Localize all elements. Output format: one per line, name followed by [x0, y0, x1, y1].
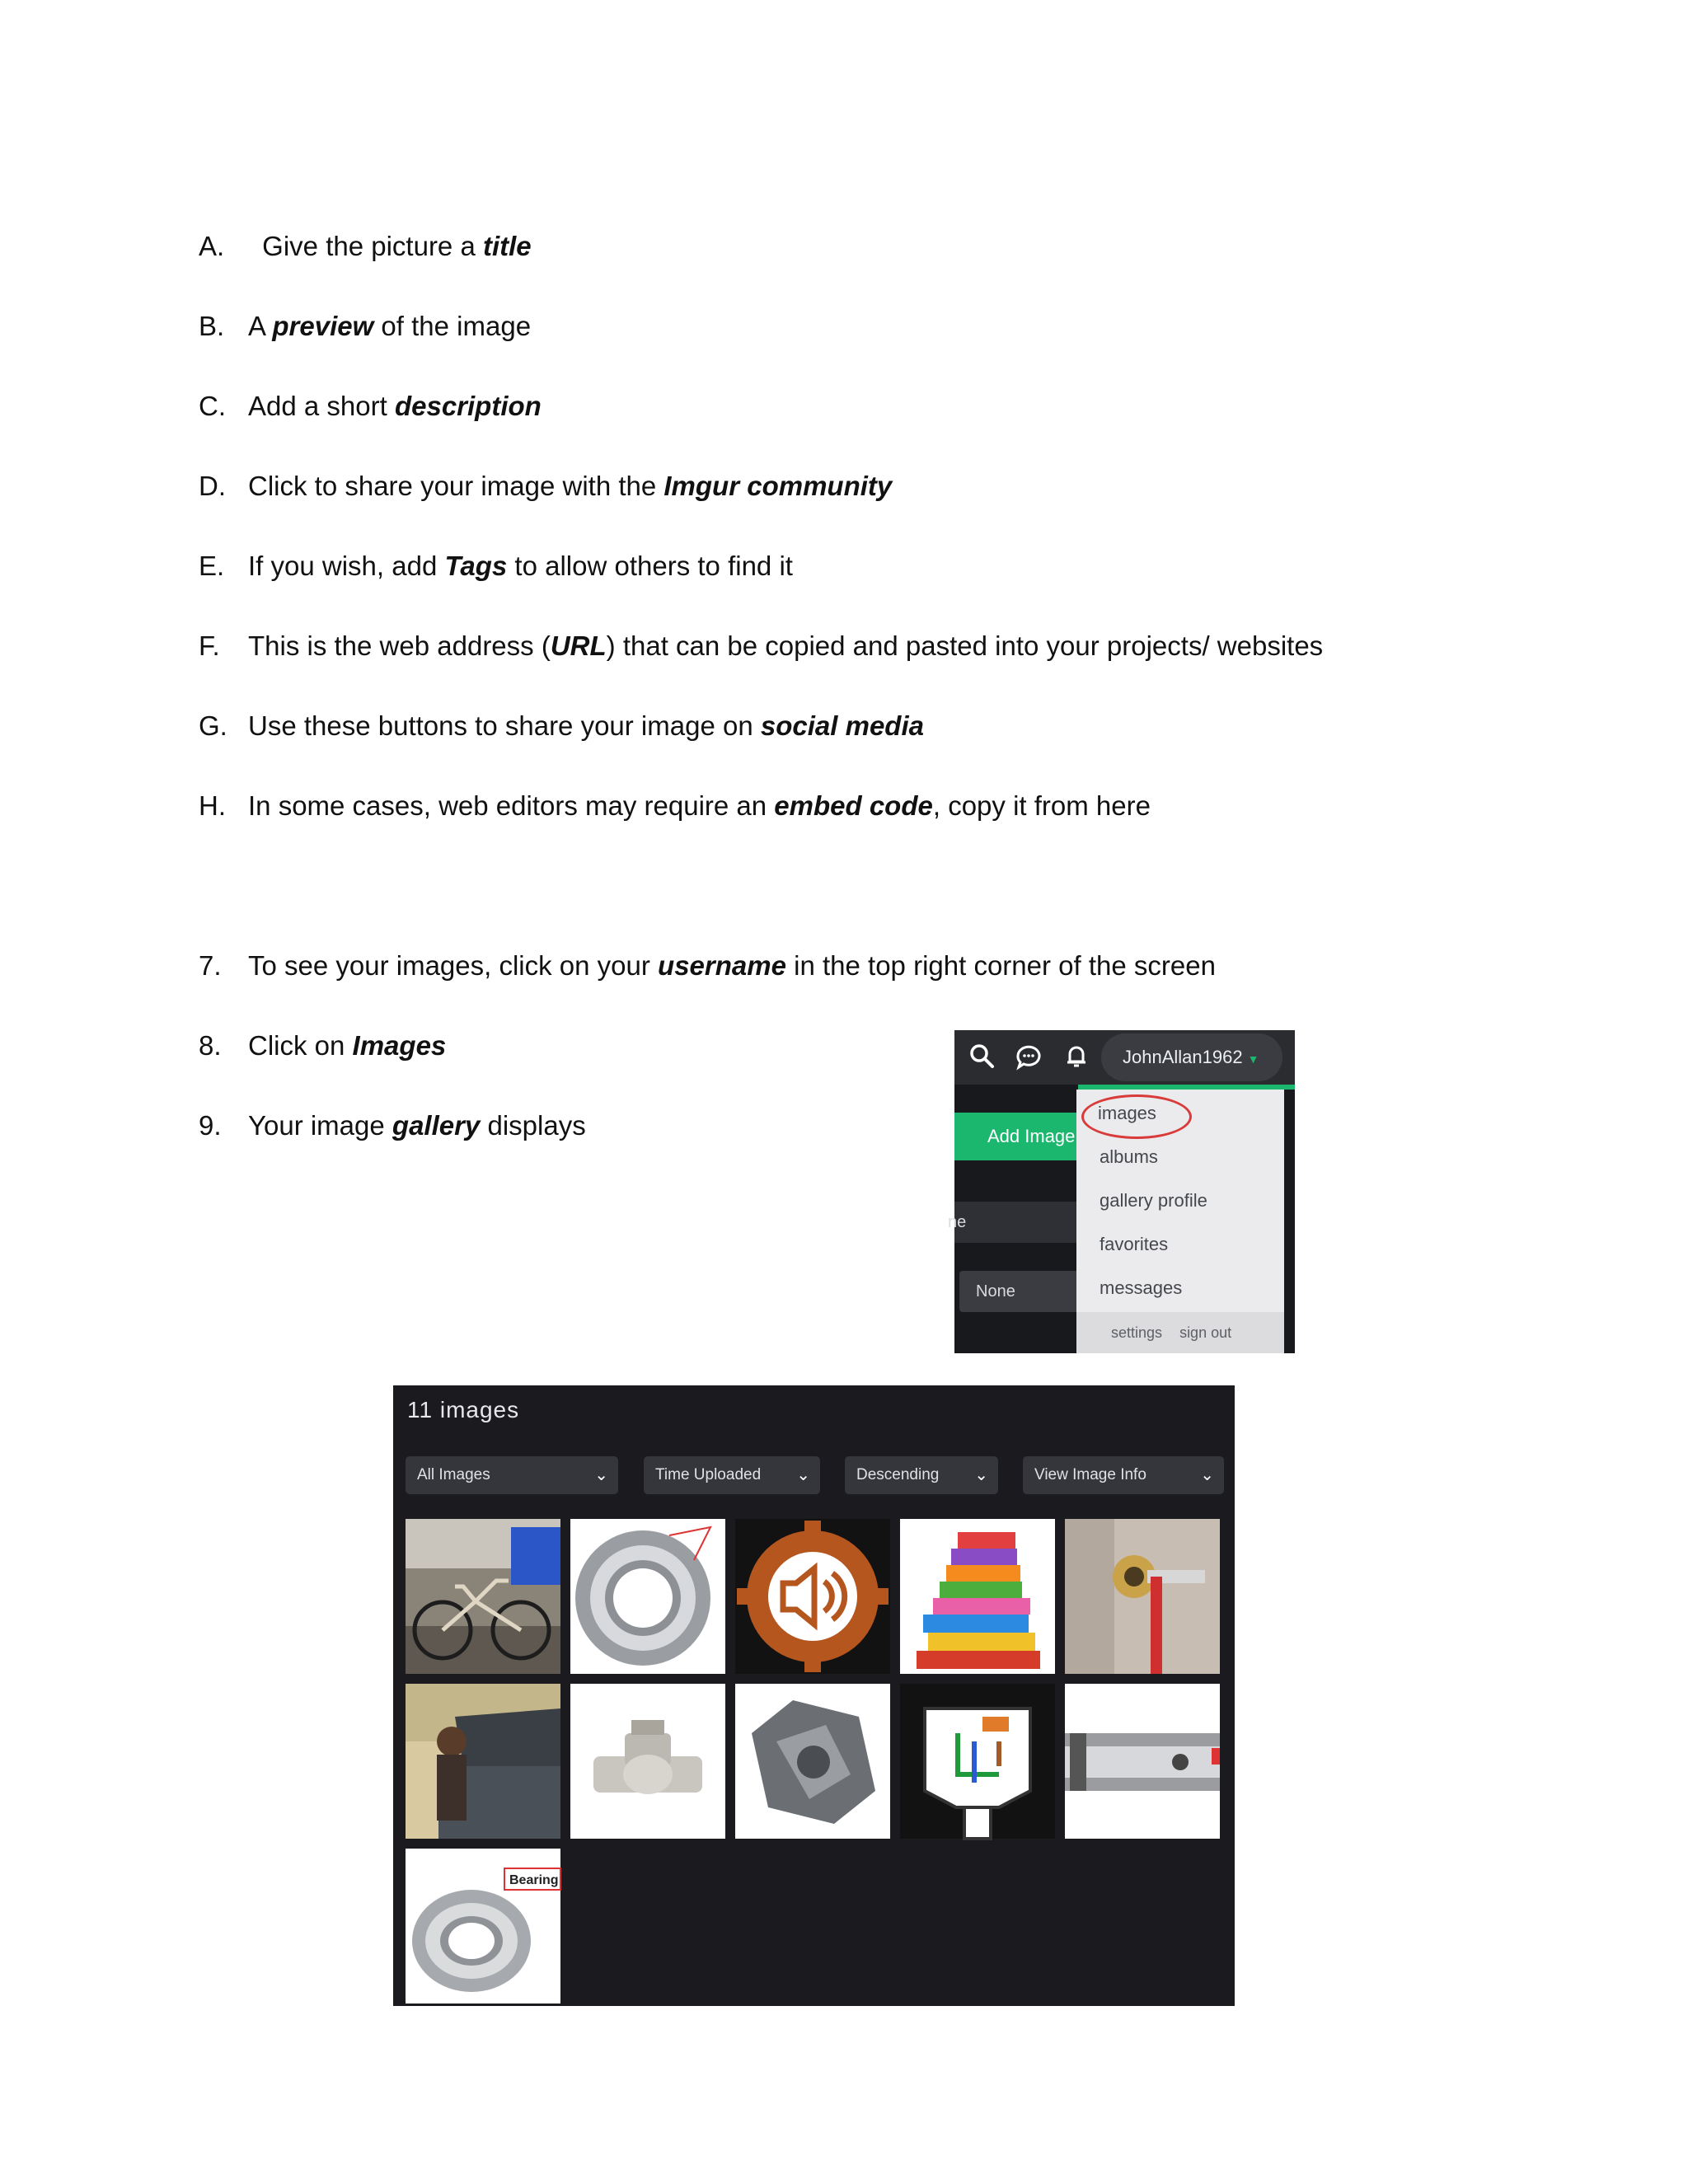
step-7 [199, 949, 1216, 982]
instruction-c [199, 390, 542, 423]
menu-item-albums[interactable]: albums [1100, 1146, 1158, 1167]
item-text: Click to share your image with the [248, 471, 664, 501]
item-text: Use these buttons to share your image on [248, 710, 761, 741]
thumbnail-swing-check-valve[interactable] [735, 1684, 890, 1839]
image-count: 11 images [407, 1397, 520, 1422]
username-button[interactable] [1101, 1033, 1282, 1081]
item-marker: E. [199, 551, 225, 581]
item-marker: A. [199, 231, 225, 261]
item-emphasis: Imgur community [663, 471, 893, 501]
menu-footer [1076, 1312, 1284, 1353]
item-marker: F. [199, 630, 220, 661]
item-emphasis: social media [760, 710, 924, 741]
item-text: This is the web address ( [248, 630, 551, 661]
chat-icon[interactable] [1014, 1042, 1043, 1071]
item-marker: G. [199, 710, 227, 741]
thumbnail-piston-cylinder[interactable] [1065, 1684, 1220, 1839]
instruction-f [199, 630, 1323, 663]
item-emphasis: Images [352, 1030, 447, 1061]
chevron-down-icon: ⌄ [796, 1466, 810, 1484]
item-text: Add a short [248, 391, 395, 421]
thumbnail-bicycle[interactable] [406, 1519, 560, 1674]
item-text: In some cases, web editors may require an [248, 790, 775, 821]
thumbnail-gas-valve[interactable] [1065, 1519, 1220, 1674]
partial-select[interactable]: ne [954, 1202, 1076, 1243]
item-marker: C. [199, 391, 226, 421]
item-text: Give the picture a [255, 231, 483, 261]
thumbnail-book-stack[interactable] [900, 1519, 1055, 1674]
none-select[interactable]: None [959, 1271, 1076, 1312]
username-label: JohnAllan1962 [1123, 1047, 1243, 1067]
item-emphasis: embed code [774, 790, 933, 821]
step-9 [199, 1109, 586, 1142]
user-dropdown-menu [1076, 1090, 1284, 1353]
filter-time-uploaded[interactable] [644, 1456, 820, 1494]
item-text-end: in the top right corner of the screen [785, 950, 1216, 981]
filter-all-images[interactable] [406, 1456, 618, 1494]
thumbnail-man-at-car-engine[interactable] [406, 1684, 560, 1839]
chevron-down-icon: ⌄ [594, 1466, 608, 1484]
thumbnail-labelled-bearing[interactable] [406, 1849, 560, 2004]
bearing-label: Bearing [509, 1873, 559, 1887]
item-marker: 7. [199, 950, 222, 981]
filter-view-image-info[interactable] [1023, 1456, 1224, 1494]
item-text: A [248, 311, 273, 341]
item-text-end: , copy it from here [932, 790, 1151, 821]
item-text: Your image [248, 1110, 392, 1141]
item-marker: D. [199, 471, 226, 501]
chevron-down-icon: ⌄ [974, 1466, 988, 1484]
item-emphasis: gallery [392, 1110, 481, 1141]
add-image-button[interactable]: Add Image [954, 1113, 1076, 1160]
item-emphasis: preview [272, 311, 374, 341]
menu-item-images[interactable]: images [1098, 1103, 1156, 1123]
account-menu-screenshot [948, 1030, 1295, 1353]
settings-link[interactable]: settings [1111, 1324, 1163, 1341]
item-text-end: displays [480, 1110, 586, 1141]
item-text-end: of the image [373, 311, 532, 341]
item-emphasis: description [394, 391, 542, 421]
item-text: If you wish, add [248, 551, 445, 581]
chevron-down-icon: ▼ [1247, 1052, 1259, 1066]
item-text: Click on [248, 1030, 353, 1061]
item-text-end: ) that can be copied and pasted into your projects/ websites [606, 630, 1324, 661]
instruction-h [199, 790, 1151, 823]
thumbnail-check-valve[interactable] [570, 1684, 725, 1839]
instruction-b [199, 310, 531, 343]
item-emphasis: URL [550, 630, 607, 661]
instruction-g [199, 710, 924, 743]
item-text-end: to allow others to find it [507, 551, 793, 581]
menu-item-favorites[interactable]: favorites [1100, 1234, 1169, 1254]
sign-out-link[interactable]: sign out [1179, 1324, 1232, 1341]
filter-label: All Images [417, 1466, 490, 1483]
instruction-d [199, 470, 892, 503]
instruction-e [199, 550, 793, 583]
item-marker: 9. [199, 1110, 222, 1141]
menu-item-gallery-profile[interactable]: gallery profile [1100, 1190, 1207, 1211]
step-8 [199, 1029, 446, 1062]
filter-label: View Image Info [1034, 1466, 1146, 1483]
image-gallery-screenshot [393, 1385, 1235, 2006]
thumbnail-ball-bearing[interactable] [570, 1519, 725, 1674]
item-emphasis: Tags [444, 551, 508, 581]
item-marker: B. [199, 311, 225, 341]
item-marker: H. [199, 790, 226, 821]
thumbnail-plug-wiring[interactable] [900, 1684, 1055, 1839]
bell-icon[interactable] [1062, 1042, 1091, 1071]
item-marker: 8. [199, 1030, 222, 1061]
filter-label: Descending [856, 1466, 940, 1483]
instruction-a [199, 230, 532, 263]
item-emphasis: username [658, 950, 786, 981]
item-emphasis: title [482, 231, 532, 261]
thumbnail-speaker-gear[interactable] [735, 1519, 890, 1674]
filter-descending[interactable] [845, 1456, 998, 1494]
filter-label: Time Uploaded [655, 1466, 762, 1483]
menu-item-messages[interactable]: messages [1100, 1277, 1183, 1298]
item-text: To see your images, click on your [248, 950, 659, 981]
chevron-down-icon: ⌄ [1200, 1466, 1214, 1484]
search-icon[interactable] [968, 1042, 997, 1071]
